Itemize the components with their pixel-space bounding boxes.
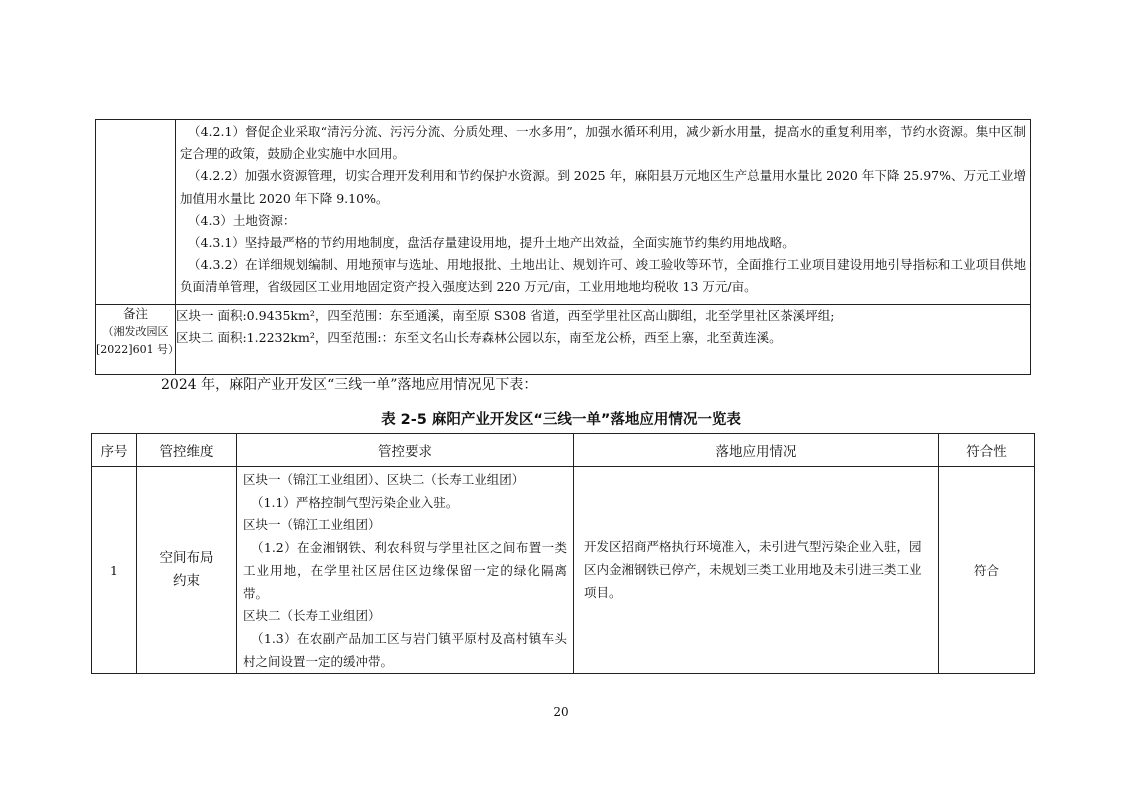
- page-number: 20: [553, 705, 569, 719]
- row-dimension: 空间布局约束: [137, 467, 237, 674]
- remark-label-cell: [96, 305, 180, 375]
- block-one-area: 区块一 面积:0.9435km²，四至范围：东至通溪，南至原 S308 省道，西至学里社区高山脚组，北至学里社区茶溪坪组;: [176, 308, 835, 323]
- header-row: [92, 434, 1035, 467]
- header-index: 序号: [92, 434, 137, 467]
- table-row: [92, 467, 1035, 674]
- block-two-area: 区块二 面积:1.2232km²，四至范围:：东至文名山长寿森林公园以东，南至龙公桥，西至上寨，北至黄连溪。: [176, 330, 782, 346]
- row-compliance: 符合: [939, 467, 1035, 674]
- requirement-line: 区块一（锦江工业组团）、区块二（长寿工业组团）: [243, 472, 525, 487]
- paragraph-4-3-1: （4.3.1）坚持最严格的节约用地制度，盘活存量建设用地，提升土地产出效益，全面实施节约集约用地战略。: [188, 235, 795, 251]
- paragraph-4-2-2: （4.2.2）加强水资源管理，切实合理开发利用和节约保护水资源。到 2025 年，麻阳县万元地区生产总量用水量比 2020 年下降 25.97%、万元工业增加值用水量比 2020 年下降 9.10%。: [180, 168, 1026, 206]
- continued-table: [95, 119, 1031, 375]
- paragraph-4-3: （4.3）土地资源：: [188, 212, 296, 228]
- header-dimension: 管控维度: [137, 434, 237, 467]
- requirement-line: （1.2）在金湘钢铁、利农科贸与学里社区之间布置一类工业用地，在学里社区居住区边缘保留一定的绿化隔离带。: [243, 540, 567, 601]
- three-lines-one-list-table: [91, 433, 1035, 674]
- requirement-line: 区块二（长寿工业组团）: [243, 608, 381, 624]
- empty-label-cell: [96, 120, 176, 305]
- requirement-line: （1.1）严格控制气型污染企业入驻。: [251, 494, 459, 510]
- remark-note-line-1: （湘发改园区: [102, 325, 169, 338]
- row-index: 1: [92, 467, 137, 674]
- remark-label: 备注: [122, 306, 148, 321]
- requirement-line: 区块一（锦江工业组团）: [243, 517, 381, 533]
- remark-note-line-2: [2022]601 号）: [96, 343, 180, 356]
- remark-content-cell: [176, 305, 1031, 375]
- table-caption: 表 2-5 麻阳产业开发区“三线一单”落地应用情况一览表: [381, 412, 741, 428]
- header-compliance: 符合性: [939, 434, 1035, 467]
- row-status: 开发区招商严格执行环境准入，未引进气型污染企业入驻，园区内金湘钢铁已停产，未规划三类工业用地及未引进三类工业项目。: [574, 467, 939, 674]
- paragraph-4-2-1: （4.2.1）督促企业采取“清污分流、污污分流、分质处理、一水多用”，加强水循环利用，减少新水用量，提高水的重复利用率，节约水资源。集中区制定合理的政策，鼓励企业实施中水回用。: [180, 124, 1026, 162]
- paragraph-4-3-2: （4.3.2）在详细规划编制、用地预审与选址、用地报批、土地出让、规划许可、竣工验收等环节，全面推行工业项目建设用地引导指标和工业项目供地负面清单管理，省级园区工业用地固定资产投入强度达到 220 万元/亩，工业用地地均税收 13 万元/亩。: [180, 257, 1026, 295]
- intro-text: 2024 年，麻阳产业开发区“三线一单”落地应用情况见下表：: [161, 377, 538, 393]
- header-status: 落地应用情况: [574, 434, 939, 467]
- resource-requirements-cell: [176, 120, 1031, 305]
- requirement-line: （1.3）在农副产品加工区与岩门镇平原村及高村镇车头村之间设置一定的缓冲带。: [243, 630, 567, 669]
- header-requirements: 管控要求: [237, 434, 574, 467]
- row-requirements: [237, 467, 574, 674]
